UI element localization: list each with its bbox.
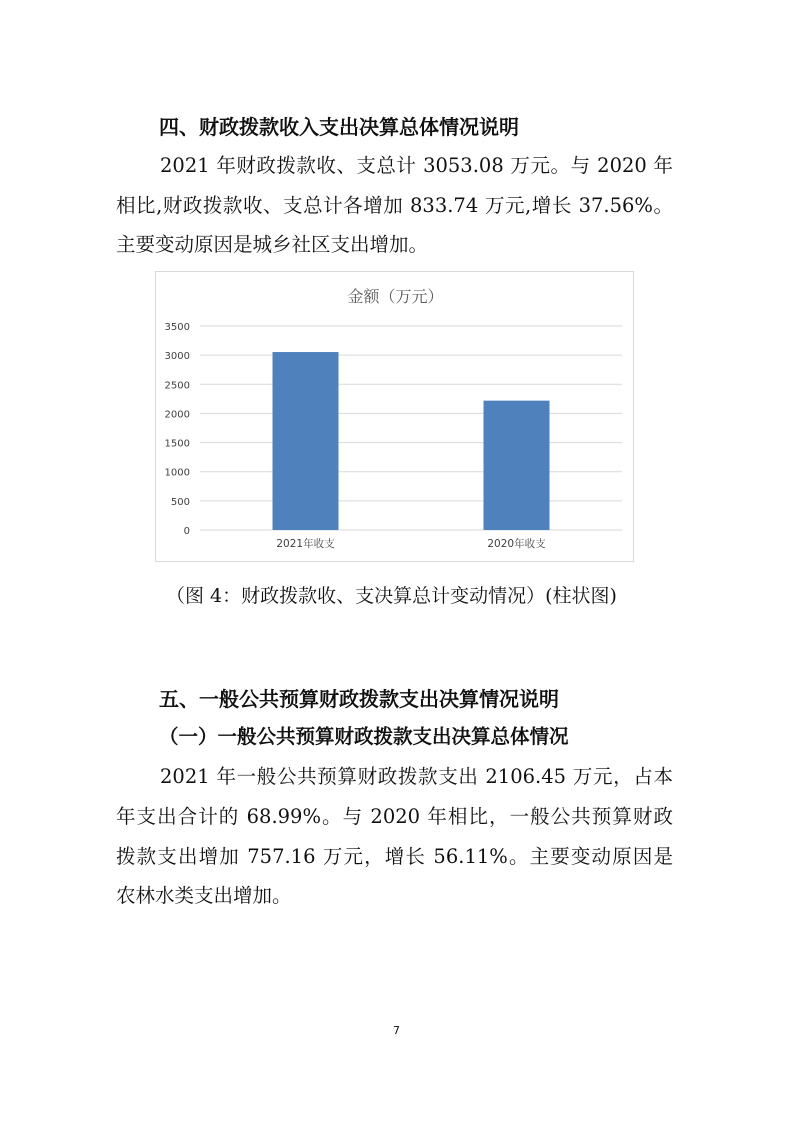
section-5-subheading: （一）一般公共预算财政拨款支出决算总体情况 xyxy=(159,725,569,748)
y-tick-label: 0 xyxy=(183,526,190,537)
y-tick-label: 1500 xyxy=(164,438,190,450)
section-4-para-line-1: 2021 年财政拨款收、支总计 3053.08 万元。与 2020 年 xyxy=(160,154,673,177)
y-tick-label: 1000 xyxy=(164,467,190,479)
bar-1 xyxy=(273,352,339,530)
chart-caption: （图 4：财政拨款收、支决算总计变动情况）(柱状图) xyxy=(166,585,617,607)
y-tick-label: 500 xyxy=(170,496,190,508)
x-category-label: 2020年收支 xyxy=(487,538,546,550)
section-4-heading: 四、财政拨款收入支出决算总体情况说明 xyxy=(159,115,519,139)
bar-2 xyxy=(484,401,550,530)
section-5-para-line-3: 拨款支出增加 757.16 万元，增长 56.11%。主要变动原因是 xyxy=(116,845,673,868)
y-tick-label: 2000 xyxy=(164,409,190,421)
y-tick-label: 2500 xyxy=(164,380,190,392)
section-5-heading: 五、一般公共预算财政拨款支出决算情况说明 xyxy=(159,687,559,711)
chart-canvas xyxy=(156,272,635,563)
section-4-para-line-2: 相比,财政拨款收、支总计各增加 833.74 万元,增长 37.56%。 xyxy=(116,194,673,217)
section-5-para-line-2: 年支出合计的 68.99%。与 2020 年相比，一般公共预算财政 xyxy=(116,805,673,828)
section-5-para-line-4: 农林水类支出增加。 xyxy=(116,884,292,907)
bar-chart xyxy=(155,271,634,562)
y-tick-label: 3000 xyxy=(164,351,190,363)
section-4-para-line-3: 主要变动原因是城乡社区支出增加。 xyxy=(116,233,429,256)
x-category-label: 2021年收支 xyxy=(276,538,335,550)
section-5-para-line-1: 2021 年一般公共预算财政拨款支出 2106.45 万元，占本 xyxy=(160,765,673,788)
chart-title: 金额（万元） xyxy=(347,287,444,306)
y-tick-label: 3500 xyxy=(164,322,190,333)
page-number: 7 xyxy=(393,1024,400,1037)
